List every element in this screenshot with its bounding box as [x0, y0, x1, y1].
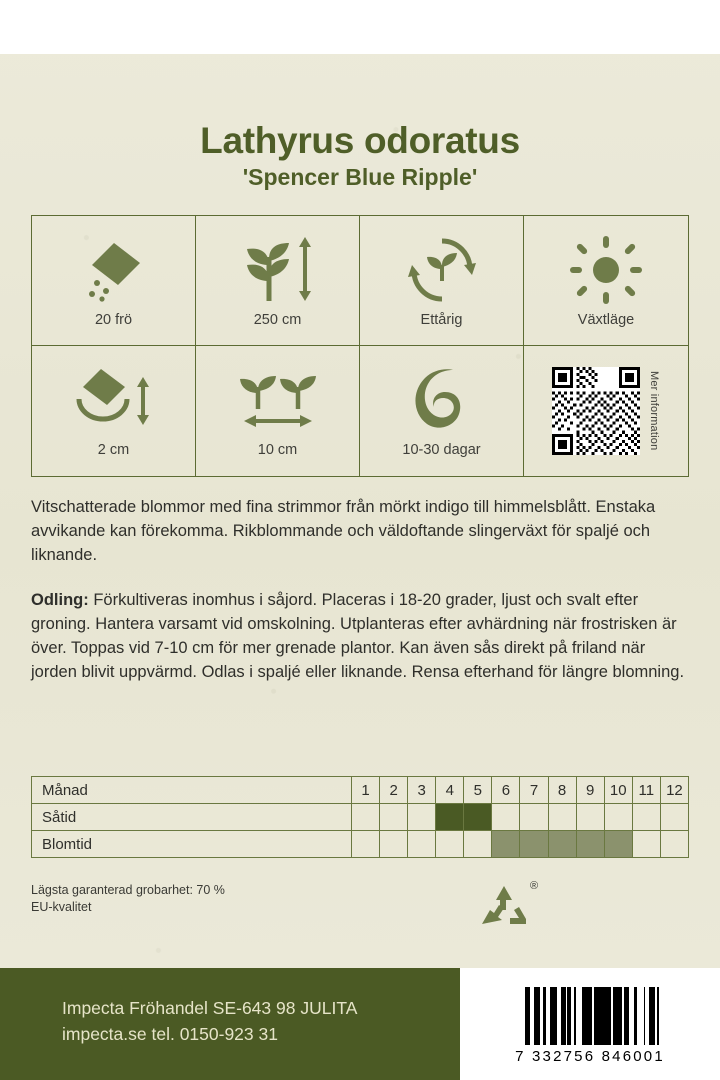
info-icon-grid [31, 215, 689, 477]
calendar-header-label: Månad [32, 777, 352, 804]
calendar-month-header: 3 [408, 777, 436, 804]
info-cell-sow-depth [32, 346, 196, 476]
calendar-cell [604, 831, 632, 858]
calendar-month-header: 5 [464, 777, 492, 804]
info-cell-seed-count [32, 216, 196, 346]
calendar-month-header: 4 [436, 777, 464, 804]
calendar-header-row [32, 777, 689, 804]
info-label: 10 cm [257, 442, 298, 458]
cultivation-text [31, 588, 693, 684]
sow-depth-icon [71, 364, 157, 436]
info-cell-spacing [196, 346, 360, 476]
calendar-cell [604, 804, 632, 831]
plant-height-icon [237, 234, 319, 306]
calendar-cell [352, 831, 380, 858]
company-address: Impecta Fröhandel SE-643 98 JULITA [62, 998, 358, 1018]
calendar-cell [464, 804, 492, 831]
description-text: Vitschatterade blommor med fina strimmor från mörkt indigo till himmelsblått. Enstaka avvikande kan förekomma. Rikblommande och väldoftande slingerväxt för spaljé och liknande. [31, 498, 656, 565]
barcode [460, 968, 720, 1080]
cultivation-body: Förkultiveras inomhus i såjord. Placeras i 18-20 grader, ljust och svalt efter groning. Hantera varsamt vid omskolning. Utplanteras efter avhärdning när frostrisken är över. Toppas vid 7-10 cm för mer grenade plantor. Kan även sås direkt på friland när jorden blivit uppvärmd. Odlas i spaljé eller liknande. Rensa efterhand för längre blomning. [31, 591, 685, 682]
company-contact: impecta.se tel. 0150-923 31 [62, 1024, 278, 1045]
calendar-cell [436, 804, 464, 831]
calendar-cell [632, 804, 660, 831]
recycling-icon [478, 884, 530, 930]
qr-caption: Mer information [648, 371, 660, 451]
info-cell-qr[interactable] [524, 346, 688, 476]
info-cell-lifecycle [360, 216, 524, 346]
calendar-cell [632, 831, 660, 858]
calendar-month-header: 11 [632, 777, 660, 804]
calendar-month-header: 1 [352, 777, 380, 804]
germination-icon [409, 364, 475, 436]
calendar-month-header: 2 [380, 777, 408, 804]
calendar-row-label: Såtid [32, 804, 352, 831]
barcode-bars [522, 987, 664, 1045]
info-label: 20 frö [94, 311, 133, 328]
calendar-month-header: 10 [604, 777, 632, 804]
calendar-cell [380, 831, 408, 858]
registered-trademark: ® [530, 880, 539, 892]
top-notch-shape [67, 0, 449, 54]
calendar-cell [352, 804, 380, 831]
calendar-row [32, 804, 689, 831]
calendar-cell [576, 804, 604, 831]
variety-subtitle: 'Spencer Blue Ripple' [242, 163, 478, 190]
calendar-cell [520, 804, 548, 831]
calendar-cell [436, 831, 464, 858]
info-cell-position [524, 216, 688, 346]
barcode-digits: 7 332756 846001 [515, 1048, 665, 1065]
calendar-month-header: 9 [576, 777, 604, 804]
company-info [62, 995, 357, 1048]
seed-count-icon [78, 234, 150, 306]
calendar-cell [548, 804, 576, 831]
sun-position-icon [568, 234, 644, 306]
info-label: 10-30 dagar [402, 442, 481, 458]
calendar-month-header: 6 [492, 777, 520, 804]
calendar-cell [380, 804, 408, 831]
info-label: 2 cm [97, 442, 130, 458]
plant-spacing-icon [232, 364, 324, 436]
footnote-line-1: Lägsta garanterad grobarhet: 70 % [31, 883, 225, 897]
page-title: Lathyrus odoratus [200, 120, 520, 161]
info-label: Ettårig [420, 311, 463, 328]
calendar-month-header: 12 [660, 777, 688, 804]
calendar-cell [492, 804, 520, 831]
info-label: Växtläge [577, 311, 635, 328]
sowing-calendar-table [31, 776, 689, 858]
annual-cycle-icon [406, 234, 478, 306]
calendar-cell [660, 804, 688, 831]
footnote-line-2: EU-kvalitet [31, 899, 92, 914]
calendar-cell [660, 831, 688, 858]
cultivation-heading: Odling: [31, 591, 89, 609]
calendar-cell [408, 804, 436, 831]
title-block [0, 122, 720, 190]
qr-code-icon[interactable] [552, 367, 640, 455]
calendar-month-header: 7 [520, 777, 548, 804]
calendar-month-header: 8 [548, 777, 576, 804]
info-cell-germination [360, 346, 524, 476]
calendar-cell [548, 831, 576, 858]
calendar-row [32, 831, 689, 858]
calendar-cell [464, 831, 492, 858]
info-cell-height [196, 216, 360, 346]
calendar-row-label: Blomtid [32, 831, 352, 858]
calendar-cell [408, 831, 436, 858]
info-label: 250 cm [253, 311, 302, 328]
calendar-cell [520, 831, 548, 858]
calendar-cell [576, 831, 604, 858]
calendar-cell [492, 831, 520, 858]
germination-footnote [31, 882, 225, 916]
